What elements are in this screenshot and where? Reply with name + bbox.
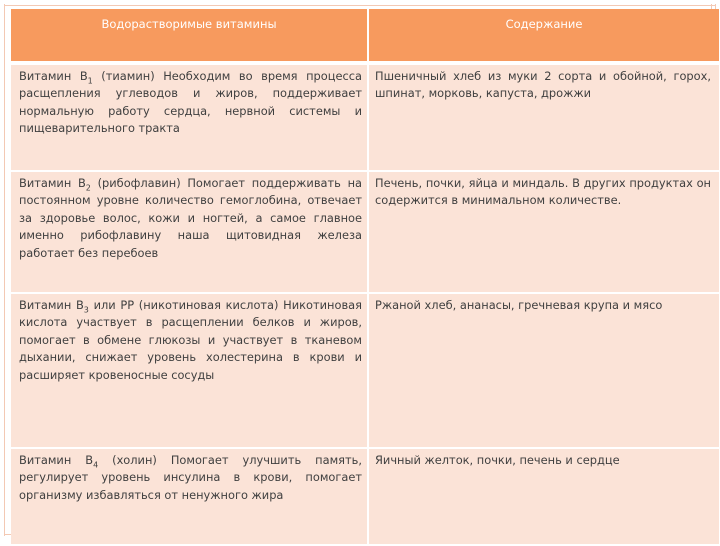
table-header-row <box>11 9 720 63</box>
slide-frame-left <box>4 4 5 536</box>
vitamin-sources: Пшеничный хлеб из муки 2 сорта и обойной, горох, шпинат, морковь, капуста, дрожжи <box>368 63 720 171</box>
vitamin-sources: Ржаной хлеб, ананасы, гречневая крупа и мясо <box>368 293 720 448</box>
header-vitamins: Водорастворимые витамины <box>11 9 368 63</box>
vitamin-sources: Яичный желток, почки, печень и сердце <box>368 448 720 545</box>
vitamin-description: Витамин $В_4$ (холин) Помогает улучшить память, регулирует уровень инсулина в крови, помогает организму избавляться от ненужного жира <box>11 448 368 545</box>
table-row <box>11 171 720 293</box>
table-row <box>11 448 720 545</box>
table-row <box>11 293 720 448</box>
header-content: Содержание <box>368 9 720 63</box>
vitamins-table <box>11 9 720 546</box>
vitamin-description: Витамин $В_1$ (тиамин) Необходим во время процесса расщепления углеводов и жиров, поддерживает нормальную работу сердца, нервной системы и пищеварительного тракта <box>11 63 368 171</box>
vitamin-sources: Печень, почки, яйца и миндаль. В других продуктах он содержится в минимальном количестве. <box>368 171 720 293</box>
vitamin-description: Витамин $В_2$ (рибофлавин) Помогает поддерживать на постоянном уровне количество гемоглобина, отвечает за здоровье волос, кожи и ногтей, а самое главное именно рибофлавину наша щитовидная железа работает без перебоев <box>11 171 368 293</box>
vitamin-description: Витамин $В_3$ или РР (никотиновая кислота) Никотиновая кислота участвует в расщеплении белков и жиров, помогает в обмене глюкозы и участвует в тканевом дыхании, снижает уровень холестерина в крови и расширяет кровеносные сосуды <box>11 293 368 448</box>
slide-frame-top <box>4 5 716 6</box>
table-row <box>11 63 720 171</box>
